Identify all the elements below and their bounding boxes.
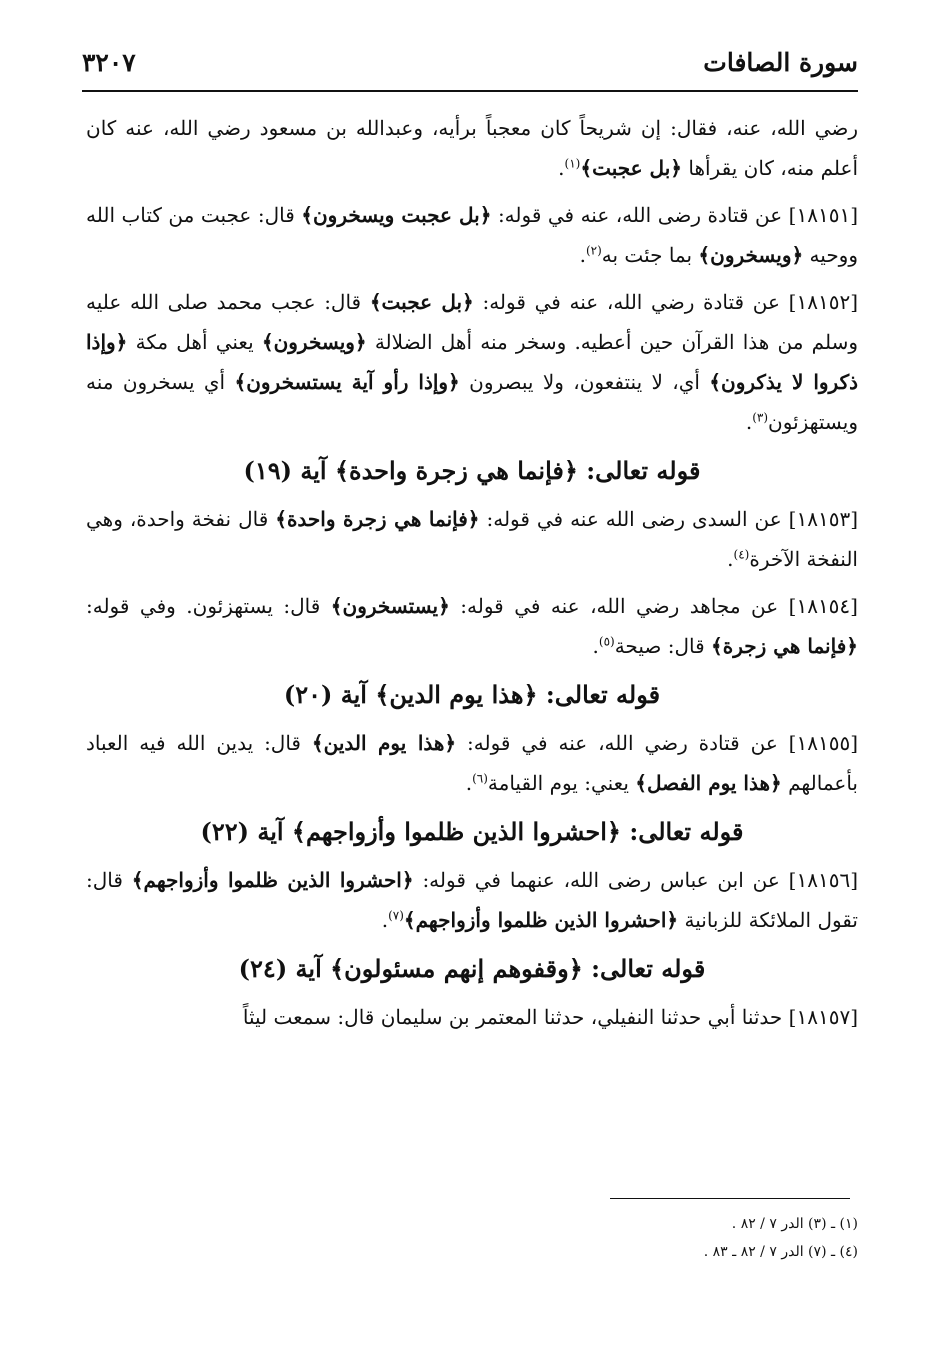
footnote-marker: (٥) — [598, 634, 615, 649]
footnote-marker: (٧) — [388, 908, 404, 923]
text-segment: يعني: يوم القيامة — [487, 771, 636, 795]
text-segment: [١٨١٥٢] عن قتادة رضي الله، عنه في قوله: — [473, 290, 858, 314]
narration-paragraph — [86, 499, 858, 579]
text-segment: قوله تعالى: — [582, 954, 706, 983]
quran-quote: ﴿بل عجبت﴾ — [580, 156, 682, 180]
verse-heading — [86, 947, 858, 991]
page-header — [82, 42, 858, 92]
header-rule — [82, 90, 858, 92]
verse-heading — [86, 673, 858, 717]
quran-quote: ﴿فإنما هي زجرة واحدة﴾ — [334, 456, 578, 485]
footnote: (١) ـ (٣) الدر ٧ / ٨٢ . — [731, 1216, 858, 1232]
footnote-marker: (٢) — [585, 243, 602, 258]
quran-quote: ﴿وإذا رأو آية يستسخرون﴾ — [234, 370, 460, 394]
text-segment: قال: عجب محمد صلى الله عليه وسلم من هذا القرآن حين أعطيه. وسخر منه أهل الضلالة — [86, 290, 858, 354]
text-segment: رضي الله، عنه، فقال: إن شريحاً كان معجباً برأيه، وعبدالله بن مسعود رضي الله، عنه كان أعلم منه، كان يقرأها — [86, 116, 858, 180]
footnote: (٤) ـ (٧) الدر ٧ / ٨٢ ـ ٨٣ . — [703, 1244, 858, 1260]
text-segment: قوله تعالى: — [537, 680, 661, 709]
narration-paragraph — [86, 860, 858, 940]
text-segment: [١٨١٥٣] عن السدى رضى الله عنه في قوله: — [479, 507, 858, 531]
narration-paragraph — [86, 282, 858, 442]
text-segment: قال: تقول الملائكة للزبانية — [86, 868, 858, 932]
text-segment: قوله تعالى: — [577, 456, 701, 485]
text-segment: . — [465, 771, 473, 795]
narration-paragraph — [86, 195, 858, 275]
text-segment: قال: عجبت من كتاب الله ووحيه — [86, 203, 858, 267]
text-segment: . — [592, 634, 599, 658]
surah-title: سورة الصافات — [703, 48, 858, 77]
text-segment: قال: يدين الله فيه العباد بأعمالهم — [86, 731, 858, 795]
text-segment: يعني أهل مكة — [127, 330, 262, 354]
quran-quote: ﴿هذا يوم الفصل﴾ — [635, 771, 782, 795]
page-number: ٣٢٠٧ — [82, 48, 136, 77]
verse-heading — [86, 810, 858, 854]
footnote-marker: (٤) — [733, 547, 750, 562]
quran-quote: ﴿فإنما هي زجرة واحدة﴾ — [275, 507, 480, 531]
text-segment: قوله تعالى: — [621, 817, 744, 846]
text-segment: أي يسخرون منه ويستهزئون — [86, 370, 858, 434]
narration-paragraph — [86, 997, 858, 1037]
page-body — [86, 108, 858, 1044]
footnote-marker: (٣) — [752, 410, 769, 425]
text-segment: [١٨١٥٥] عن قتادة رضي الله، عنه في قوله: — [456, 731, 858, 755]
footnote-marker: (١) — [564, 156, 581, 171]
text-segment: آية (٢٤) — [238, 954, 331, 983]
quran-quote: ﴿هذا يوم الدين﴾ — [375, 680, 538, 709]
footnote-divider — [610, 1198, 850, 1199]
quran-quote: ﴿ويسخرون﴾ — [261, 330, 367, 354]
quran-quote: ﴿ويسخرون﴾ — [698, 243, 804, 267]
text-segment: [١٨١٥٤] عن مجاهد رضي الله، عنه في قوله: — [449, 594, 858, 618]
quran-quote: ﴿احشروا الذين ظلموا وأزواجهم﴾ — [291, 817, 621, 846]
quran-quote: ﴿احشروا الذين ظلموا وأزواجهم﴾ — [131, 868, 414, 892]
footnote-marker: (٦) — [472, 771, 488, 786]
narration-paragraph — [86, 108, 858, 188]
text-segment: [١٨١٥١] عن قتادة رضى الله، عنه في قوله: — [491, 203, 859, 227]
text-segment: . — [579, 243, 586, 267]
text-segment: . — [381, 908, 389, 932]
text-segment: قال: يستهزئون. وفي قوله: — [86, 594, 331, 618]
narration-paragraph — [86, 586, 858, 666]
text-segment: . — [745, 410, 753, 434]
quran-quote: ﴿احشروا الذين ظلموا وأزواجهم﴾ — [403, 908, 679, 932]
text-segment: [١٨١٥٧] حدثنا أبي حدثنا النفيلي، حدثنا المعتمر بن سليمان قال: سمعت ليثاً — [242, 1005, 858, 1029]
text-segment: قال: صيحة — [614, 634, 711, 658]
quran-quote: ﴿هذا يوم الدين﴾ — [311, 731, 457, 755]
quran-quote: ﴿وإذا ذكروا لا يذكرون﴾ — [86, 330, 858, 394]
footnotes — [86, 1210, 858, 1266]
verse-heading — [86, 449, 858, 493]
text-segment: قال نفخة واحدة، وهي النفخة الآخرة — [86, 507, 858, 571]
text-segment: بما جئت به — [601, 243, 699, 267]
narration-paragraph — [86, 723, 858, 803]
text-segment: أي، لا ينتفعون، ولا يبصرون — [459, 370, 710, 394]
quran-quote: ﴿يستسخرون﴾ — [330, 594, 450, 618]
quran-quote: ﴿بل عجبت﴾ — [369, 290, 474, 314]
quran-quote: ﴿فإنما هي زجرة﴾ — [711, 634, 858, 658]
text-segment: آية (٢٠) — [283, 680, 376, 709]
text-segment: [١٨١٥٦] عن ابن عباس رضى الله، عنهما في قوله: — [413, 868, 858, 892]
text-segment: آية (١٩) — [243, 456, 335, 485]
text-segment: آية (٢٢) — [200, 817, 292, 846]
text-segment: . — [558, 156, 565, 180]
text-segment: . — [727, 547, 734, 571]
quran-quote: ﴿بل عجبت ويسخرون﴾ — [301, 203, 492, 227]
quran-quote: ﴿وقفوهم إنهم مسئولون﴾ — [330, 954, 583, 983]
